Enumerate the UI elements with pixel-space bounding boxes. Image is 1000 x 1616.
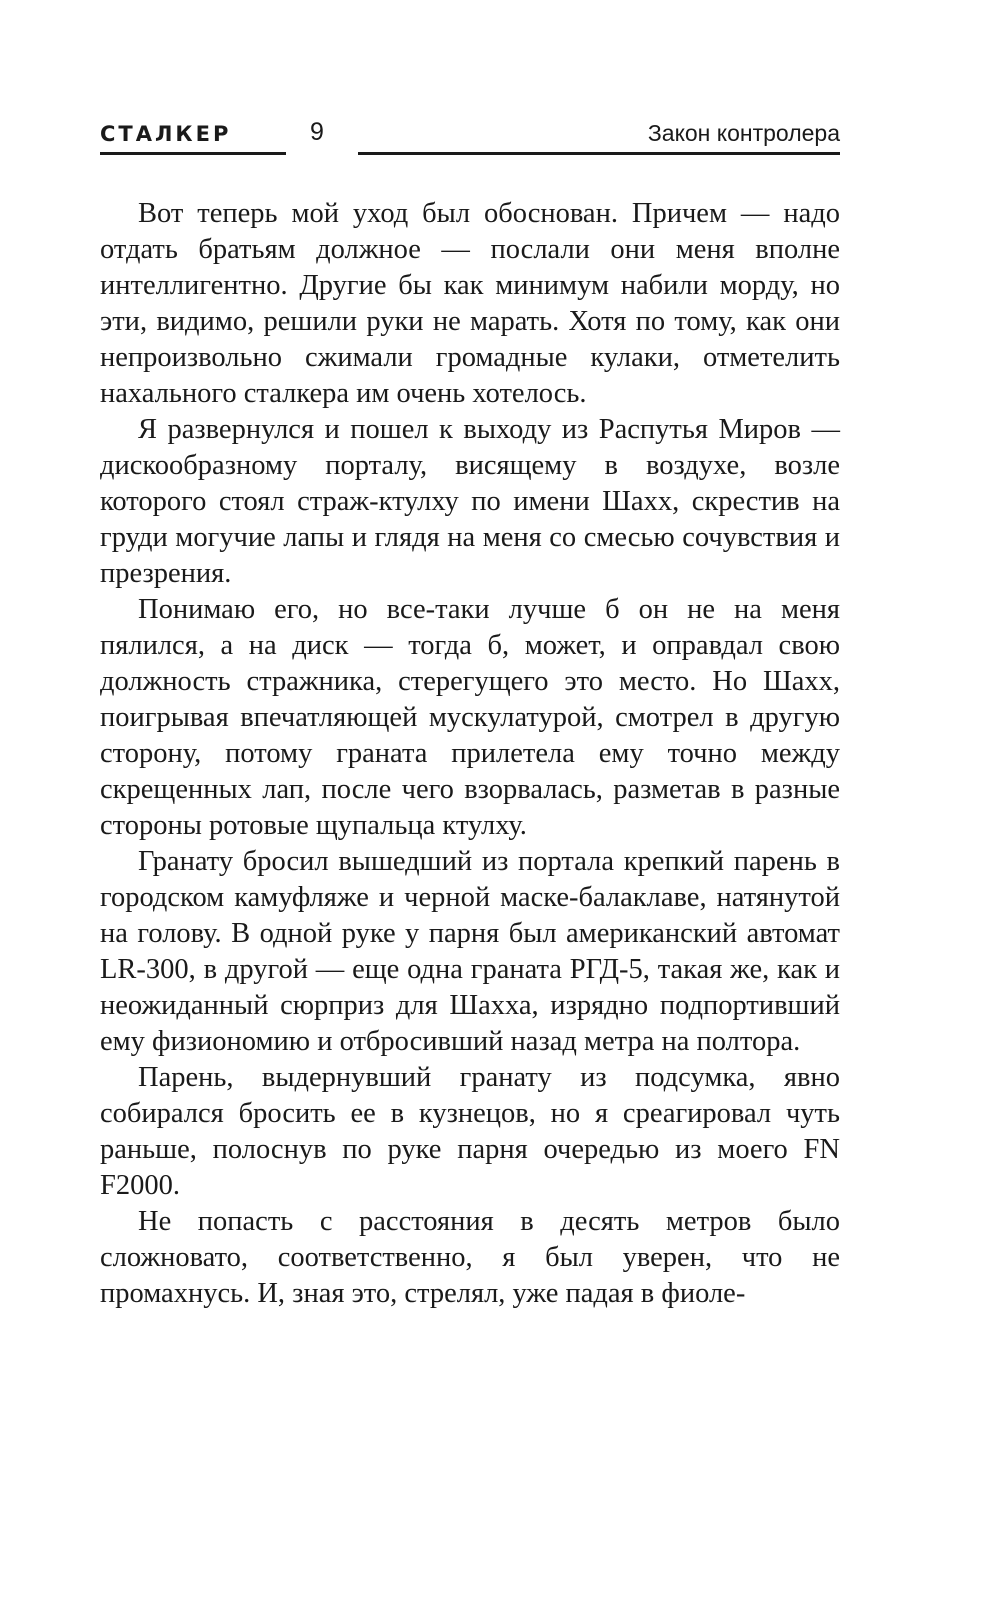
running-header: [100, 118, 840, 162]
paragraph: Гранату бросил вышедший из портала крепкий парень в городском камуфляже и черной маске-балаклаве, натянутой на голову. В одной руке у парня был американский автомат LR-300, в другой — еще одна граната РГД-5, такая же, как и неожиданный сюрприз для Шахха, изрядно подпортивший ему физиономию и отбросивший назад метра на полтора.: [100, 846, 840, 1057]
paragraph: Вот теперь мой уход был обоснован. Причем — надо отдать братьям должное — послали они меня вполне интеллигентно. Другие бы как минимум набили морду, но эти, видимо, решили руки не марать. Хотя по тому, как они непроизвольно сжимали громадные кулаки, отметелить нахального сталкера им очень хотелось.: [100, 198, 840, 409]
page-number: 9: [310, 118, 324, 146]
paragraph: Я развернулся и пошел к выходу из Распутья Миров — дискообразному порталу, висящему в воздухе, возле которого стоял страж-ктулху по имени Шахх, скрестив на груди могучие лапы и глядя на меня со смесью сочувствия и презрения.: [100, 414, 840, 589]
paragraph: Понимаю его, но все-таки лучше б он не на меня пялился, а на диск — тогда б, может, и оправдал свою должность стражника, стерегущего это место. Но Шахх, поигрывая впечатляющей мускулатурой, смотрел в другую сторону, потому граната прилетела ему точно между скрещенных лап, после чего взорвалась, разметав в разные стороны ротовые щупальца ктулху.: [100, 594, 840, 841]
page-body: [100, 196, 840, 1312]
title-rule: [358, 152, 840, 155]
series-name: СТАЛКЕР: [100, 122, 232, 146]
book-title: Закон контролера: [647, 120, 840, 146]
series-rule: [100, 152, 286, 155]
paragraph: Парень, выдернувший гранату из подсумка, явно собирался бросить ее в кузнецов, но я среагировал чуть раньше, полоснув по руке парня очередью из моего FN F2000.: [100, 1062, 840, 1201]
paragraph: Не попасть с расстояния в десять метров было сложновато, соответственно, я был уверен, что не промахнусь. И, зная это, стрелял, уже падая в фиоле-: [100, 1206, 840, 1309]
